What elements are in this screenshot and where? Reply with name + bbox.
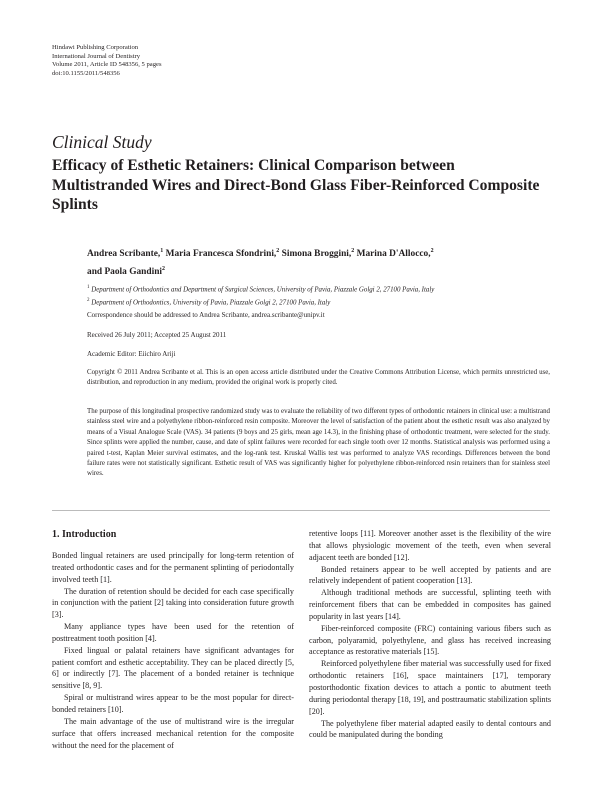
left-column — [52, 528, 294, 751]
paragraph: Bonded lingual retainers are used principally for long-term retention of treated orthodontic cases and for the permanent splinting of periodontally involved teeth [1]. — [52, 551, 294, 584]
author-list — [87, 244, 557, 280]
paragraph: retentive loops [11]. Moreover another asset is the flexibility of the wire that allows physiologic movement of the teeth, even when several adjacent teeth are bonded [12]. — [309, 529, 551, 562]
author: Andrea Scribante,$^1$ — [87, 248, 164, 260]
paragraph: Spiral or multistrand wires appear to be the most popular for direct-bonded retainers [10]. — [52, 693, 294, 714]
academic-editor: Academic Editor: Eiichiro Ariji — [87, 350, 176, 358]
correspondence: Correspondence should be addressed to Andrea Scribante, andrea.scribante@unipv.it — [87, 311, 325, 319]
author: Maria Francesca Sfondrini,$^2$ — [165, 248, 280, 260]
paragraph: Reinforced polyethylene fiber material was successfully used for fixed orthodontic retainers [16], space maintainers [17], temporary postorthodontic fixation devices to attach a pontic to abutment teeth during periodontal therapy [18, 19], and posttraumatic stabilization splints [20]. — [309, 659, 551, 716]
paragraph: Bonded retainers appear to be well accepted by patients and are relatively independent of patient cooperation [13]. — [309, 564, 551, 586]
section-heading: 1. Introduction — [52, 529, 117, 540]
volume-info: Volume 2011, Article ID 548356, 5 pages — [52, 61, 162, 69]
paragraph: Fixed lingual or palatal retainers have significant advantages for patient comfort and esthetic acceptability. They can be placed directly [5, 6] or indirectly [7]. The placement of a bonded retainer is technique sensitive [8, 9]. — [52, 645, 294, 691]
affiliation: $^2$ Department of Orthodontics, University of Pavia, Piazzale Golgi 2, 27100 Pavia, Italy — [87, 297, 331, 306]
paragraph: Many appliance types have been used for the retention of posttreatment tooth position [4]. — [52, 622, 294, 643]
article-title: Efficacy of Esthetic Retainers: Clinical Comparison between Multistranded Wires and Direct-Bond Glass Fiber-Reinforced Composite Splints — [52, 157, 540, 213]
journal-header — [52, 44, 162, 78]
paragraph: Although traditional methods are successful, splinting teeth with reinforcement fibers that can be embedded in composites has gained popularity in last years [14]. — [309, 588, 551, 621]
paragraph: The polyethylene fiber material adapted easily to dental contours and could be manipulated during the bonding — [309, 718, 551, 740]
section-divider — [52, 510, 550, 511]
paragraph: The main advantage of the use of multistrand wire is the irregular surface that offers increased mechanical retention for the composite without the need for the placement of — [52, 716, 294, 750]
paragraph: The duration of retention should be decided for each case specifically in conjunction with the patient [2] taking into consideration future growth [3]. — [52, 586, 294, 620]
paragraph: Fiber-reinforced composite (FRC) containing various fibers such as carbon, polyaramid, polyethylene, and glass has received increasing acceptance as restorative materials [15]. — [309, 623, 551, 657]
journal-name: International Journal of Dentistry — [52, 52, 141, 60]
copyright-notice: Copyright © 2011 Andrea Scribante et al. This is an open access article distributed under the Creative Commons Attribution License, which permits unrestricted use, distribution, and reproduction in any medium, provided the original work is properly cited. — [87, 369, 550, 386]
right-column — [309, 528, 551, 741]
abstract: The purpose of this longitudinal prospective randomized study was to evaluate the reliability of two different types of orthodontic retainers in clinical use: a multistrand stainless steel wire and a polyethylene ribbon-reinforced resin composite. Moreover the level of satisfaction of the patient about the esthetic result was also analyzed by means of a Visual Analogue Scale (VAS). 34 patients (9 boys and 25 girls, mean age 14.3), in the finishing phase of orthodontic treatment, were selected for the study. Since splints were applied the number, cause, and date of splint failures were recorded for each single tooth over 12 months. Statistical analysis was performed using a paired t-test, Kaplan Meier survival estimates, and the log-rank test. Kruskal Wallis test was performed to analyze VAS recordings. Differences between the bond failure rates were not statistically significant. Esthetic result of VAS was significantly higher for polyethylene ribbon-reinforced resin retainers than for stainless steel wires. — [87, 408, 550, 478]
received-accepted-dates: Received 26 July 2011; Accepted 25 August 2011 — [87, 331, 227, 339]
study-type: Clinical Study — [52, 132, 152, 152]
author: and Paola Gandini$^2$ — [87, 266, 166, 278]
affiliation: $^1$ Department of Orthodontics and Department of Surgical Sciences, University of Pavia, Piazzale Golgi 2, 27100 Pavia, Italy — [87, 285, 435, 294]
affiliations — [87, 283, 557, 308]
author: Marina D'Allocco,$^2$ — [356, 248, 434, 260]
doi: doi:10.1155/2011/548356 — [52, 69, 120, 77]
author: Simona Broggini,$^2$ — [281, 248, 355, 260]
publisher-name: Hindawi Publishing Corporation — [52, 44, 139, 51]
